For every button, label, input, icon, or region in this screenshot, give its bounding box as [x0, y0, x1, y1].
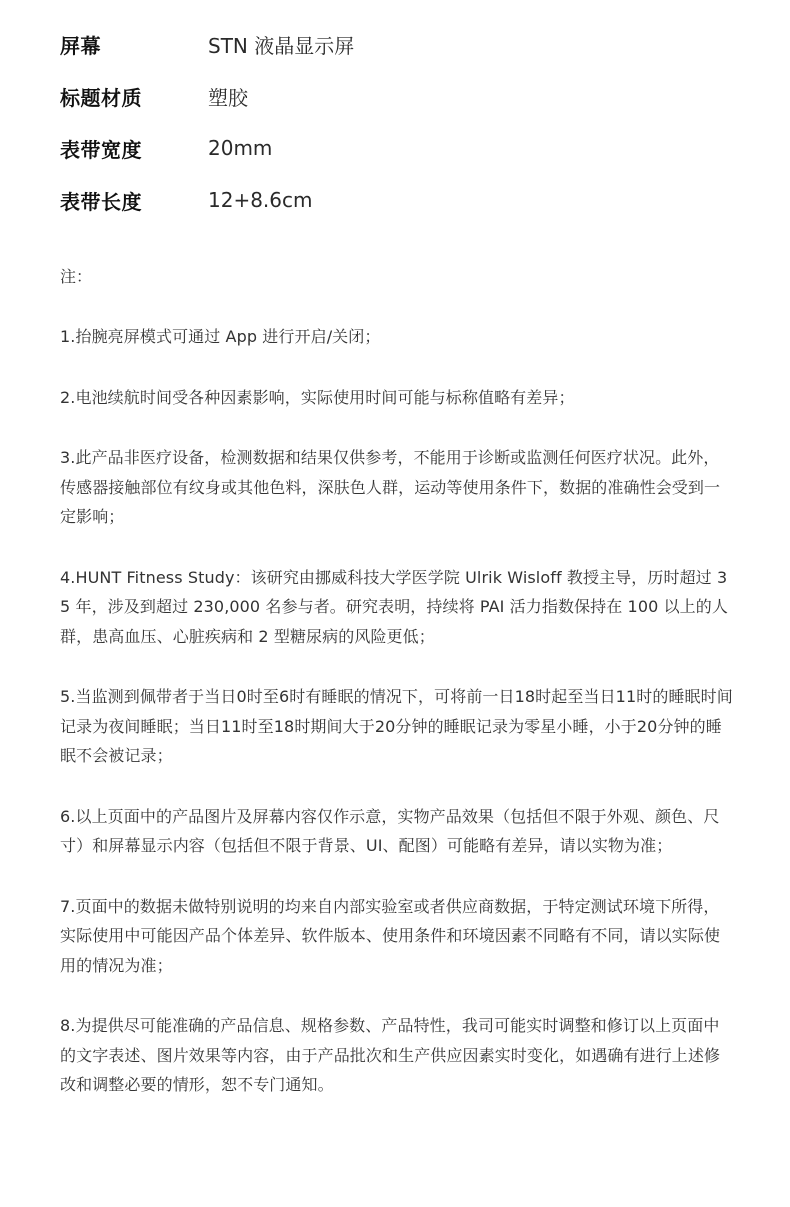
note-item: 3.此产品非医疗设备，检测数据和结果仅供参考，不能用于诊断或监测任何医疗状况。此外，传感器接触部位有纹身或其他色料，深肤色人群，运动等使用条件下，数据的准确性会受到一定影响；	[60, 448, 721, 526]
spec-value: 塑胶	[208, 85, 248, 110]
spec-label: 表带宽度	[60, 137, 142, 162]
spec-table	[60, 18, 730, 226]
spec-label: 标题材质	[60, 85, 142, 110]
note-item: 8.为提供尽可能准确的产品信息、规格参数、产品特性，我司可能实时调整和修订以上页面中的文字表述、图片效果等内容，由于产品批次和生产供应因素实时变化，如遇确有进行上述修改和调整必要的情形，恕不专门通知。	[60, 1016, 721, 1094]
notes-title: 注：	[60, 267, 93, 286]
notes-section	[60, 262, 735, 1131]
spec-row-strap-width	[60, 122, 730, 174]
spec-row-material	[60, 70, 730, 122]
spec-value: 12+8.6cm	[208, 188, 313, 212]
note-item: 5.当监测到佩带者于当日0时至6时有睡眠的情况下，可将前一日18时起至当日11时的睡眠时间记录为夜间睡眠；当日11时至18时期间大于20分钟的睡眠记录为零星小睡，小于20分钟的睡眠不会被记录；	[60, 687, 733, 765]
spec-value: STN 液晶显示屏	[208, 33, 355, 58]
note-item: 7.页面中的数据未做特别说明的均来自内部实验室或者供应商数据，于特定测试环境下所得，实际使用中可能因产品个体差异、软件版本、使用条件和环境因素不同略有不同，请以实际使用的情况为准；	[60, 896, 721, 975]
spec-label: 表带长度	[60, 189, 142, 214]
spec-value: 20mm	[208, 136, 273, 160]
spec-row-screen	[60, 18, 730, 70]
spec-label: 屏幕	[60, 33, 101, 58]
note-item: 2.电池续航时间受各种因素影响，实际使用时间可能与标称值略有差异；	[60, 387, 575, 407]
spec-row-strap-length	[60, 174, 730, 226]
note-item: 1.抬腕亮屏模式可通过 App 进行开启/关闭；	[60, 327, 381, 346]
note-item: 4.HUNT Fitness Study：该研究由挪威科技大学医学院 Ulrik Wisloff 教授主导，历时超过 35 年，涉及到超过 230,000 名参与者。研究表明，持续将 PAI 活力指数保持在 100 以上的人群，患高血压、心脏疾病和 2 型糖尿病的风险更低；	[60, 567, 728, 646]
note-item: 6.以上页面中的产品图片及屏幕内容仅作示意，实物产品效果（包括但不限于外观、颜色、尺寸）和屏幕显示内容（包括但不限于背景、UI、配图）可能略有差异，请以实物为准；	[60, 806, 720, 855]
